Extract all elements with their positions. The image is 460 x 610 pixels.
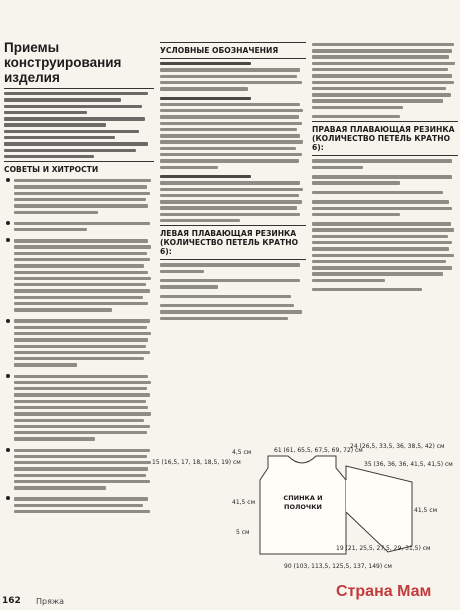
- divider: [4, 161, 154, 162]
- body-label: СПИНКА И ПОЛОЧКИ: [283, 494, 323, 511]
- garment-schematic: [150, 442, 458, 584]
- tip-item: [4, 317, 154, 372]
- tip-item: [4, 446, 154, 495]
- tip-item: [4, 494, 154, 518]
- tip-item: [4, 372, 154, 446]
- body-length-label: 41,5 см: [232, 499, 256, 506]
- middle-column: [160, 40, 306, 323]
- divider: [4, 88, 154, 89]
- right-band-rows: [312, 159, 458, 291]
- tip-item: [4, 176, 154, 219]
- contents-text: [4, 92, 154, 158]
- legend-heading: УСЛОВНЫЕ ОБОЗНАЧЕНИЯ: [160, 46, 279, 55]
- divider: [160, 225, 306, 226]
- tip-item: [4, 219, 154, 236]
- sleeve-length-label: 41,5 см: [414, 507, 438, 514]
- right-column: [312, 40, 458, 294]
- shoulder-label: 5 см: [236, 529, 250, 536]
- section-title: Приемы конструирования изделия: [4, 40, 122, 85]
- tip-item: [4, 236, 154, 316]
- divider: [160, 58, 306, 59]
- cuff-label: 19 (21, 25,5, 27,5, 29, 31,5) см: [336, 545, 431, 552]
- watermark-text: Страна Мам: [336, 583, 432, 600]
- legend-text: [160, 62, 306, 222]
- bottom-width-label: 90 (103, 113,5, 125,5, 137, 149) см: [284, 563, 392, 570]
- divider: [160, 259, 306, 260]
- page-number: 162: [2, 596, 21, 606]
- sleeve-outline: [346, 466, 412, 552]
- round-rows: [312, 43, 458, 119]
- running-footer: Пряжа: [36, 597, 65, 606]
- armhole-depth-label: 15 (16,5, 17, 18, 18,5, 19) см: [152, 459, 241, 466]
- divider: [312, 121, 458, 122]
- right-band-heading: ПРАВАЯ ПЛАВАЮЩАЯ РЕЗИНКА (КОЛИЧЕСТВО ПЕТЕЛЬ КРАТНО 6):: [312, 125, 455, 153]
- divider: [160, 42, 306, 43]
- sleeve-width-label: 35 (36, 36, 36, 41,5, 41,5) см: [364, 461, 453, 468]
- divider: [312, 155, 458, 156]
- left-band-rows: [160, 263, 306, 320]
- neck-depth-label: 4,5 см: [232, 449, 252, 456]
- left-column: [4, 40, 154, 518]
- top-width-label: 61 (61, 65,5, 67,5, 69, 72) см: [274, 447, 363, 454]
- sleeve-top-label: 24 (26,5, 33,5, 36, 38,5, 42) см: [350, 443, 445, 450]
- tips-heading: СОВЕТЫ И ХИТРОСТИ: [4, 165, 99, 175]
- watermark-logo: [334, 578, 454, 602]
- left-band-heading: ЛЕВАЯ ПЛАВАЮЩАЯ РЕЗИНКА (КОЛИЧЕСТВО ПЕТЕЛЬ КРАТНО 6):: [160, 229, 299, 257]
